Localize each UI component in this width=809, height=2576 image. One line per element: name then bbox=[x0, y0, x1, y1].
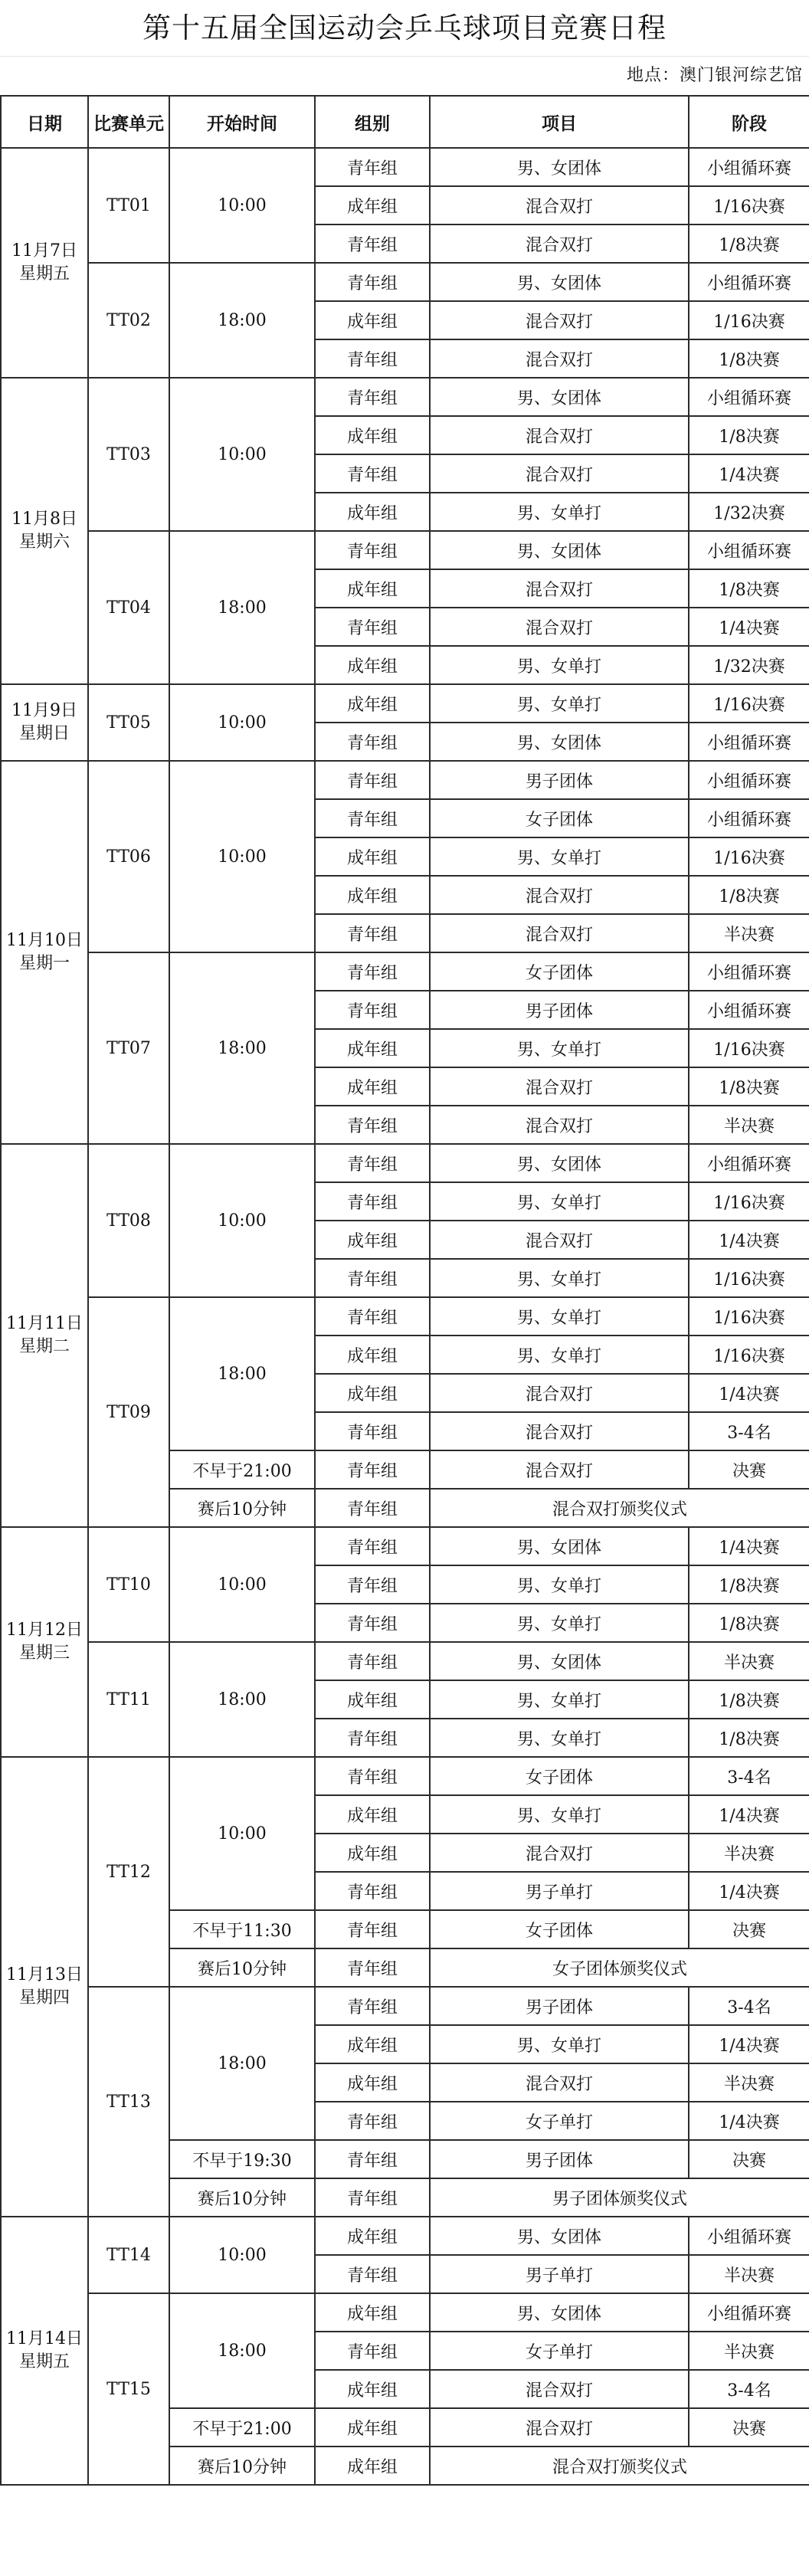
start-time-cell: 18:00 bbox=[169, 2293, 315, 2408]
stage-cell: 1/16决赛 bbox=[689, 837, 809, 876]
event-cell: 混合双打 bbox=[430, 1412, 689, 1450]
group-cell: 青年组 bbox=[315, 1259, 430, 1297]
group-cell: 青年组 bbox=[315, 1106, 430, 1144]
weekday-label: 星期六 bbox=[18, 533, 70, 552]
date-cell bbox=[1, 2217, 88, 2485]
date-label: 11月10日 bbox=[6, 931, 83, 950]
stage-cell: 1/8决赛 bbox=[689, 1565, 809, 1604]
date-cell bbox=[1, 684, 88, 761]
group-cell: 青年组 bbox=[315, 914, 430, 952]
group-cell: 成年组 bbox=[315, 1221, 430, 1259]
date-label: 11月12日 bbox=[6, 1621, 83, 1640]
group-cell: 青年组 bbox=[315, 263, 430, 301]
group-cell: 青年组 bbox=[315, 761, 430, 799]
group-cell: 青年组 bbox=[315, 454, 430, 493]
stage-cell: 1/4决赛 bbox=[689, 2025, 809, 2063]
start-time-cell: 10:00 bbox=[169, 2217, 315, 2293]
group-cell: 青年组 bbox=[315, 952, 430, 991]
weekday-label: 星期日 bbox=[18, 724, 70, 743]
group-cell: 青年组 bbox=[315, 1565, 430, 1604]
final-time-cell: 不早于21:00 bbox=[169, 1450, 315, 1489]
date-label: 11月14日 bbox=[6, 2329, 83, 2348]
stage-cell: 3-4名 bbox=[689, 1412, 809, 1450]
date-cell bbox=[1, 148, 88, 378]
header-unit: 比赛单元 bbox=[88, 96, 169, 148]
group-cell: 青年组 bbox=[315, 991, 430, 1029]
start-time-cell: 10:00 bbox=[169, 684, 315, 761]
group-cell: 成年组 bbox=[315, 2063, 430, 2102]
stage-cell: 1/16决赛 bbox=[689, 186, 809, 224]
schedule-row bbox=[1, 1527, 809, 1565]
start-time-cell: 10:00 bbox=[169, 761, 315, 952]
group-cell: 青年组 bbox=[315, 2332, 430, 2370]
unit-code-cell: TT04 bbox=[88, 531, 169, 684]
group-cell: 青年组 bbox=[315, 2102, 430, 2140]
event-cell: 混合双打 bbox=[430, 1221, 689, 1259]
group-cell: 青年组 bbox=[315, 1604, 430, 1642]
stage-cell: 半决赛 bbox=[689, 2063, 809, 2102]
group-cell: 成年组 bbox=[315, 493, 430, 531]
event-cell: 男、女团体 bbox=[430, 378, 689, 416]
ceremony-group-cell: 青年组 bbox=[315, 2178, 430, 2217]
schedule-row bbox=[1, 531, 809, 569]
event-cell: 男、女单打 bbox=[430, 1680, 689, 1719]
venue-label: 地点：澳门银河综艺馆 bbox=[626, 66, 803, 85]
date-cell bbox=[1, 761, 88, 1144]
event-cell: 男、女单打 bbox=[430, 646, 689, 684]
start-time-cell: 10:00 bbox=[169, 148, 315, 263]
event-cell: 男、女单打 bbox=[430, 1719, 689, 1757]
weekday-label: 星期三 bbox=[18, 1644, 70, 1663]
ceremony-time-cell: 赛后10分钟 bbox=[169, 1489, 315, 1527]
ceremony-group-cell: 成年组 bbox=[315, 2447, 430, 2485]
group-cell: 青年组 bbox=[315, 378, 430, 416]
stage-cell: 1/8决赛 bbox=[689, 1067, 809, 1106]
schedule-table bbox=[0, 95, 809, 2486]
group-cell: 青年组 bbox=[315, 1719, 430, 1757]
event-cell: 男、女团体 bbox=[430, 531, 689, 569]
date-cell bbox=[1, 1144, 88, 1527]
final-event-cell: 混合双打 bbox=[430, 2408, 689, 2447]
unit-code-cell: TT12 bbox=[88, 1757, 169, 1987]
date-label: 11月11日 bbox=[6, 1314, 83, 1333]
unit-code-cell: TT09 bbox=[88, 1297, 169, 1527]
event-cell: 混合双打 bbox=[430, 1106, 689, 1144]
stage-cell: 1/8决赛 bbox=[689, 569, 809, 608]
stage-cell: 3-4名 bbox=[689, 2370, 809, 2408]
event-cell: 混合双打 bbox=[430, 1067, 689, 1106]
schedule-row bbox=[1, 1987, 809, 2025]
event-cell: 混合双打 bbox=[430, 569, 689, 608]
event-cell: 女子团体 bbox=[430, 799, 689, 837]
ceremony-event-cell: 女子团体颁奖仪式 bbox=[430, 1948, 809, 1987]
weekday-label: 星期一 bbox=[18, 954, 70, 973]
stage-cell: 1/8决赛 bbox=[689, 224, 809, 263]
group-cell: 成年组 bbox=[315, 1374, 430, 1412]
event-cell: 混合双打 bbox=[430, 339, 689, 378]
final-stage-cell: 决赛 bbox=[689, 1910, 809, 1948]
stage-cell: 1/4决赛 bbox=[689, 2102, 809, 2140]
group-cell: 成年组 bbox=[315, 684, 430, 723]
unit-code-cell: TT08 bbox=[88, 1144, 169, 1297]
group-cell: 成年组 bbox=[315, 416, 430, 454]
event-cell: 男、女单打 bbox=[430, 1604, 689, 1642]
stage-cell: 1/16决赛 bbox=[689, 1029, 809, 1067]
group-cell: 青年组 bbox=[315, 1527, 430, 1565]
group-cell: 成年组 bbox=[315, 1680, 430, 1719]
stage-cell: 1/16决赛 bbox=[689, 1182, 809, 1221]
event-cell: 混合双打 bbox=[430, 2063, 689, 2102]
header-date: 日期 bbox=[1, 96, 88, 148]
group-cell: 成年组 bbox=[315, 2217, 430, 2255]
stage-cell: 小组循环赛 bbox=[689, 723, 809, 761]
stage-cell: 1/8决赛 bbox=[689, 876, 809, 914]
event-cell: 男、女单打 bbox=[430, 1795, 689, 1834]
final-stage-cell: 决赛 bbox=[689, 2408, 809, 2447]
ceremony-time-cell: 赛后10分钟 bbox=[169, 2178, 315, 2217]
stage-cell: 1/4决赛 bbox=[689, 1872, 809, 1910]
group-cell: 成年组 bbox=[315, 1795, 430, 1834]
event-cell: 男子单打 bbox=[430, 2255, 689, 2293]
header-stage: 阶段 bbox=[689, 96, 809, 148]
group-cell: 成年组 bbox=[315, 2293, 430, 2332]
unit-code-cell: TT11 bbox=[88, 1642, 169, 1757]
group-cell: 青年组 bbox=[315, 1297, 430, 1336]
event-cell: 混合双打 bbox=[430, 914, 689, 952]
schedule-row bbox=[1, 1757, 809, 1795]
ceremony-event-cell: 混合双打颁奖仪式 bbox=[430, 1489, 809, 1527]
final-time-cell: 不早于21:00 bbox=[169, 2408, 315, 2447]
stage-cell: 1/8决赛 bbox=[689, 1604, 809, 1642]
stage-cell: 半决赛 bbox=[689, 914, 809, 952]
header-start-time: 开始时间 bbox=[169, 96, 315, 148]
final-group-cell: 青年组 bbox=[315, 2140, 430, 2178]
schedule-row bbox=[1, 684, 809, 723]
stage-cell: 1/4决赛 bbox=[689, 608, 809, 646]
start-time-cell: 18:00 bbox=[169, 1642, 315, 1757]
unit-code-cell: TT10 bbox=[88, 1527, 169, 1642]
event-cell: 男、女单打 bbox=[430, 1259, 689, 1297]
event-cell: 混合双打 bbox=[430, 1374, 689, 1412]
event-cell: 混合双打 bbox=[430, 454, 689, 493]
event-cell: 男、女单打 bbox=[430, 684, 689, 723]
schedule-row bbox=[1, 952, 809, 991]
weekday-label: 星期四 bbox=[18, 1988, 70, 2007]
stage-cell: 1/32决赛 bbox=[689, 646, 809, 684]
group-cell: 青年组 bbox=[315, 339, 430, 378]
group-cell: 成年组 bbox=[315, 301, 430, 339]
date-cell bbox=[1, 1527, 88, 1757]
stage-cell: 半决赛 bbox=[689, 2332, 809, 2370]
stage-cell: 1/4决赛 bbox=[689, 1527, 809, 1565]
event-cell: 女子单打 bbox=[430, 2102, 689, 2140]
event-cell: 男子团体 bbox=[430, 991, 689, 1029]
group-cell: 青年组 bbox=[315, 148, 430, 186]
schedule-row bbox=[1, 148, 809, 186]
final-event-cell: 混合双打 bbox=[430, 1450, 689, 1489]
stage-cell: 1/16决赛 bbox=[689, 1259, 809, 1297]
stage-cell: 小组循环赛 bbox=[689, 148, 809, 186]
event-cell: 混合双打 bbox=[430, 2370, 689, 2408]
group-cell: 青年组 bbox=[315, 1642, 430, 1680]
group-cell: 青年组 bbox=[315, 608, 430, 646]
stage-cell: 1/16决赛 bbox=[689, 1297, 809, 1336]
ceremony-group-cell: 青年组 bbox=[315, 1948, 430, 1987]
stage-cell: 小组循环赛 bbox=[689, 1144, 809, 1182]
stage-cell: 半决赛 bbox=[689, 1834, 809, 1872]
schedule-row bbox=[1, 1642, 809, 1680]
event-cell: 女子团体 bbox=[430, 1757, 689, 1795]
final-group-cell: 成年组 bbox=[315, 2408, 430, 2447]
unit-code-cell: TT02 bbox=[88, 263, 169, 378]
stage-cell: 小组循环赛 bbox=[689, 2293, 809, 2332]
event-cell: 混合双打 bbox=[430, 416, 689, 454]
group-cell: 青年组 bbox=[315, 1757, 430, 1795]
final-group-cell: 青年组 bbox=[315, 1910, 430, 1948]
header-group: 组别 bbox=[315, 96, 430, 148]
group-cell: 成年组 bbox=[315, 2370, 430, 2408]
stage-cell: 1/16决赛 bbox=[689, 301, 809, 339]
event-cell: 男、女团体 bbox=[430, 1527, 689, 1565]
unit-code-cell: TT03 bbox=[88, 378, 169, 531]
stage-cell: 半决赛 bbox=[689, 1106, 809, 1144]
group-cell: 成年组 bbox=[315, 569, 430, 608]
ceremony-event-cell: 混合双打颁奖仪式 bbox=[430, 2447, 809, 2485]
date-label: 11月9日 bbox=[11, 701, 77, 720]
stage-cell: 1/8决赛 bbox=[689, 416, 809, 454]
start-time-cell: 10:00 bbox=[169, 1527, 315, 1642]
stage-cell: 小组循环赛 bbox=[689, 2217, 809, 2255]
stage-cell: 小组循环赛 bbox=[689, 263, 809, 301]
final-stage-cell: 决赛 bbox=[689, 2140, 809, 2178]
unit-code-cell: TT05 bbox=[88, 684, 169, 761]
start-time-cell: 18:00 bbox=[169, 952, 315, 1144]
group-cell: 青年组 bbox=[315, 224, 430, 263]
header-event: 项目 bbox=[430, 96, 689, 148]
schedule-row bbox=[1, 263, 809, 301]
group-cell: 青年组 bbox=[315, 1144, 430, 1182]
event-cell: 男、女团体 bbox=[430, 1642, 689, 1680]
date-label: 11月8日 bbox=[11, 510, 77, 529]
group-cell: 青年组 bbox=[315, 1412, 430, 1450]
event-cell: 混合双打 bbox=[430, 186, 689, 224]
event-cell: 男子团体 bbox=[430, 1987, 689, 2025]
schedule-row bbox=[1, 2293, 809, 2332]
event-cell: 男、女团体 bbox=[430, 2293, 689, 2332]
group-cell: 成年组 bbox=[315, 1067, 430, 1106]
stage-cell: 1/8决赛 bbox=[689, 1680, 809, 1719]
stage-cell: 小组循环赛 bbox=[689, 799, 809, 837]
event-cell: 男、女单打 bbox=[430, 493, 689, 531]
event-cell: 男、女单打 bbox=[430, 1297, 689, 1336]
group-cell: 成年组 bbox=[315, 186, 430, 224]
group-cell: 成年组 bbox=[315, 1834, 430, 1872]
start-time-cell: 18:00 bbox=[169, 1987, 315, 2140]
start-time-cell: 10:00 bbox=[169, 378, 315, 531]
start-time-cell: 18:00 bbox=[169, 1297, 315, 1450]
event-cell: 男、女单打 bbox=[430, 1029, 689, 1067]
ceremony-time-cell: 赛后10分钟 bbox=[169, 1948, 315, 1987]
stage-cell: 1/4决赛 bbox=[689, 1221, 809, 1259]
stage-cell: 小组循环赛 bbox=[689, 991, 809, 1029]
stage-cell: 1/4决赛 bbox=[689, 1795, 809, 1834]
group-cell: 成年组 bbox=[315, 1336, 430, 1374]
unit-code-cell: TT13 bbox=[88, 1987, 169, 2217]
event-cell: 混合双打 bbox=[430, 1834, 689, 1872]
final-event-cell: 男子团体 bbox=[430, 2140, 689, 2178]
group-cell: 青年组 bbox=[315, 799, 430, 837]
group-cell: 青年组 bbox=[315, 1872, 430, 1910]
date-cell bbox=[1, 378, 88, 684]
event-cell: 男、女单打 bbox=[430, 1182, 689, 1221]
stage-cell: 1/4决赛 bbox=[689, 454, 809, 493]
event-cell: 男、女团体 bbox=[430, 263, 689, 301]
table-header-row bbox=[1, 96, 809, 148]
final-stage-cell: 决赛 bbox=[689, 1450, 809, 1489]
event-cell: 女子单打 bbox=[430, 2332, 689, 2370]
schedule-row bbox=[1, 761, 809, 799]
event-cell: 混合双打 bbox=[430, 608, 689, 646]
event-cell: 男、女团体 bbox=[430, 1144, 689, 1182]
schedule-row bbox=[1, 1144, 809, 1182]
stage-cell: 1/16决赛 bbox=[689, 684, 809, 723]
unit-code-cell: TT07 bbox=[88, 952, 169, 1144]
group-cell: 成年组 bbox=[315, 876, 430, 914]
start-time-cell: 18:00 bbox=[169, 263, 315, 378]
stage-cell: 小组循环赛 bbox=[689, 761, 809, 799]
event-cell: 男、女单打 bbox=[430, 837, 689, 876]
ceremony-time-cell: 赛后10分钟 bbox=[169, 2447, 315, 2485]
unit-code-cell: TT01 bbox=[88, 148, 169, 263]
stage-cell: 半决赛 bbox=[689, 1642, 809, 1680]
weekday-label: 星期五 bbox=[18, 2352, 70, 2371]
schedule-row bbox=[1, 1297, 809, 1336]
final-time-cell: 不早于19:30 bbox=[169, 2140, 315, 2178]
event-cell: 男、女团体 bbox=[430, 2217, 689, 2255]
event-cell: 男、女单打 bbox=[430, 1565, 689, 1604]
final-event-cell: 女子团体 bbox=[430, 1910, 689, 1948]
schedule-body bbox=[1, 148, 809, 2485]
group-cell: 青年组 bbox=[315, 723, 430, 761]
group-cell: 青年组 bbox=[315, 2255, 430, 2293]
date-cell bbox=[1, 1757, 88, 2217]
stage-cell: 3-4名 bbox=[689, 1987, 809, 2025]
stage-cell: 3-4名 bbox=[689, 1757, 809, 1795]
event-cell: 混合双打 bbox=[430, 224, 689, 263]
stage-cell: 1/32决赛 bbox=[689, 493, 809, 531]
stage-cell: 1/8决赛 bbox=[689, 339, 809, 378]
event-cell: 女子团体 bbox=[430, 952, 689, 991]
stage-cell: 小组循环赛 bbox=[689, 531, 809, 569]
group-cell: 成年组 bbox=[315, 2025, 430, 2063]
unit-code-cell: TT15 bbox=[88, 2293, 169, 2485]
date-label: 11月13日 bbox=[6, 1965, 83, 1984]
group-cell: 成年组 bbox=[315, 646, 430, 684]
date-label: 11月7日 bbox=[11, 241, 77, 261]
group-cell: 成年组 bbox=[315, 837, 430, 876]
start-time-cell: 18:00 bbox=[169, 531, 315, 684]
event-cell: 混合双打 bbox=[430, 301, 689, 339]
page-title: 第十五届全国运动会乒乓球项目竞赛日程 bbox=[0, 0, 809, 57]
event-cell: 混合双打 bbox=[430, 876, 689, 914]
stage-cell: 小组循环赛 bbox=[689, 952, 809, 991]
stage-cell: 1/4决赛 bbox=[689, 1374, 809, 1412]
group-cell: 青年组 bbox=[315, 1182, 430, 1221]
event-cell: 男、女单打 bbox=[430, 2025, 689, 2063]
stage-cell: 小组循环赛 bbox=[689, 378, 809, 416]
stage-cell: 1/8决赛 bbox=[689, 1719, 809, 1757]
schedule-row bbox=[1, 378, 809, 416]
schedule-row bbox=[1, 2217, 809, 2255]
start-time-cell: 10:00 bbox=[169, 1757, 315, 1910]
start-time-cell: 10:00 bbox=[169, 1144, 315, 1297]
ceremony-event-cell: 男子团体颁奖仪式 bbox=[430, 2178, 809, 2217]
unit-code-cell: TT06 bbox=[88, 761, 169, 952]
final-time-cell: 不早于11:30 bbox=[169, 1910, 315, 1948]
unit-code-cell: TT14 bbox=[88, 2217, 169, 2293]
stage-cell: 1/16决赛 bbox=[689, 1336, 809, 1374]
group-cell: 成年组 bbox=[315, 1029, 430, 1067]
stage-cell: 半决赛 bbox=[689, 2255, 809, 2293]
final-group-cell: 青年组 bbox=[315, 1450, 430, 1489]
weekday-label: 星期五 bbox=[18, 264, 70, 283]
event-cell: 男子单打 bbox=[430, 1872, 689, 1910]
ceremony-group-cell: 青年组 bbox=[315, 1489, 430, 1527]
event-cell: 男、女单打 bbox=[430, 1336, 689, 1374]
event-cell: 男、女团体 bbox=[430, 723, 689, 761]
weekday-label: 星期二 bbox=[18, 1337, 70, 1356]
group-cell: 青年组 bbox=[315, 531, 430, 569]
event-cell: 男、女团体 bbox=[430, 148, 689, 186]
group-cell: 青年组 bbox=[315, 1987, 430, 2025]
event-cell: 男子团体 bbox=[430, 761, 689, 799]
